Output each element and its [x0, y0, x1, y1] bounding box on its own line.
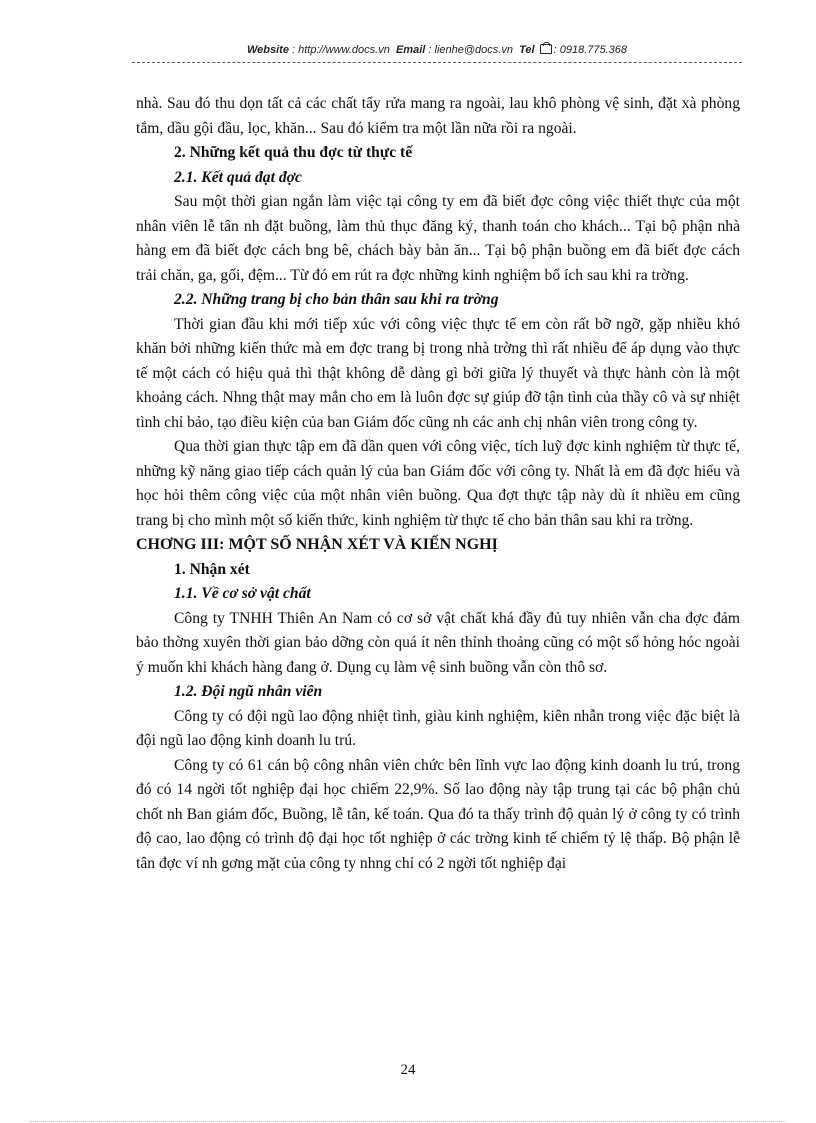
paragraph-intro: nhà. Sau đó thu dọn tất cả các chất tẩy rửa mang ra ngoài, lau khô phòng vệ sinh, đặt xà phòng tắm, dầu gội đầu, lọc, khăn... Sau đó kiểm tra một lần nữa rồi ra ngoài.	[136, 95, 740, 137]
paragraph-results: Sau một thời gian ngắn làm việc tại công ty em đã biết đợc công việc thiết thực của một nhân viên lễ tân nh đặt buồng, làm thủ thục đăng ký, thanh toán cho khách... Tại bộ phận nhà hàng em đã biết đợc cách bng bê, chách bày bàn ăn... Tại bộ phận buồng em đã biết đợc cách trải chăn, ga, gối, đệm... Từ đó em rút ra đợc những kinh nghiệm bổ ích sau khi ra trờng.	[136, 193, 740, 284]
email-label: Email	[395, 44, 426, 56]
website-url: : http://www.docs.vn	[292, 44, 390, 56]
website-label: Website	[246, 44, 289, 56]
paragraph-staff-details: Công ty có 61 cán bộ công nhân viên chức bên lĩnh vực lao động kinh doanh lu trú, trong đó có 14 ngời tốt nghiệp đại học chiếm 22,9%. Số lao động này tập trung tại các bộ phận chủ chốt nh Ban giám đốc, Buồng, lễ tân, kế toán. Qua đó ta thấy trình độ quản lý ở công ty có trình độ cao, lao động có trình độ đại học tốt nghiệp ở các trờng kinh tế chiếm tỷ lệ thấp. Bộ phận lễ tân đợc ví nh gơng mặt của công ty nhng chỉ có 2 ngời tốt nghiệp đại	[136, 756, 740, 872]
paragraph-staff: Công ty có đội ngũ lao động nhiệt tình, giàu kinh nghiệm, kiên nhẫn trong việc đặc biệt là đội ngũ lao động kinh doanh lu trú.	[136, 707, 740, 749]
tel-label: Tel	[519, 44, 535, 56]
paragraph-early-work: Thời gian đầu khi mới tiếp xúc với công việc thực tế em còn rất bỡ ngỡ, gặp nhiều khó khăn bởi những kiến thức mà em đợc trang bị trong nhà trờng thì rất nhiều để áp dụng vào thực tế một cách có hiệu quả thì thật không dễ dàng gì bởi giữa lý thuyết và thực hành còn là một khoảng cách. Nhng thật may mắn cho em là luôn đợc sự giúp đỡ tận tình của thầy cô và sự nhiệt tình chỉ bảo, tạo điều kiện của ban Giám đốc cũng nh các anh chị nhân viên trong công ty.	[136, 315, 740, 431]
paragraph-internship: Qua thời gian thực tập em đã dần quen với công việc, tích luỹ đợc kinh nghiệm từ thực tế, những kỹ năng giao tiếp cách quản lý của ban Giám đốc với công ty. Nhất là em đã đợc hiểu và học hỏi thêm công việc của một nhân viên buồng. Qua đợt thực tập này dù ít nhiều em cũng trang bị cho mình một số kiến thức, kinh nghiệm từ thực tế cho bản thân sau khi ra trờng.	[136, 438, 740, 529]
email-value: : lienhe@docs.vn	[428, 44, 513, 56]
page-header	[132, 44, 742, 56]
page-number: 24	[400, 1062, 416, 1078]
chapter-title: CHƠNG III: MỘT SỐ NHẬN XÉT VÀ KIẾN NGHỊ	[136, 536, 498, 553]
heading-results: 2. Những kết quả thu đợc từ thực tế	[174, 144, 413, 161]
heading-results-achieved: 2.1. Kết quả đạt đợc	[174, 168, 302, 186]
heading-remarks: 1. Nhận xét	[174, 560, 250, 578]
heading-staff: 1.2. Đội ngũ nhân viên	[174, 683, 323, 700]
heading-self-equipment: 2.2. Những trang bị cho bản thân sau khi ra trờng	[174, 291, 499, 308]
paragraph-facilities: Công ty TNHH Thiên An Nam có cơ sở vật chất khá đầy đủ tuy nhiên vẫn cha đợc đảm bảo thờng xuyên thời gian bảo dỡng còn quá ít nên thỉnh thoảng cũng có một số hỏng hóc ngoài ý muốn khi khách hàng đang ở. Dụng cụ làm vệ sinh buồng vẫn còn thô sơ.	[136, 609, 740, 676]
phone-icon	[540, 44, 552, 54]
document-body	[136, 92, 740, 876]
tel-value: : 0918.775.368	[553, 44, 628, 56]
page-bottom-border	[30, 1121, 786, 1122]
header-divider	[132, 62, 742, 63]
heading-facilities: 1.1. Về cơ sở vật chất	[174, 585, 311, 602]
